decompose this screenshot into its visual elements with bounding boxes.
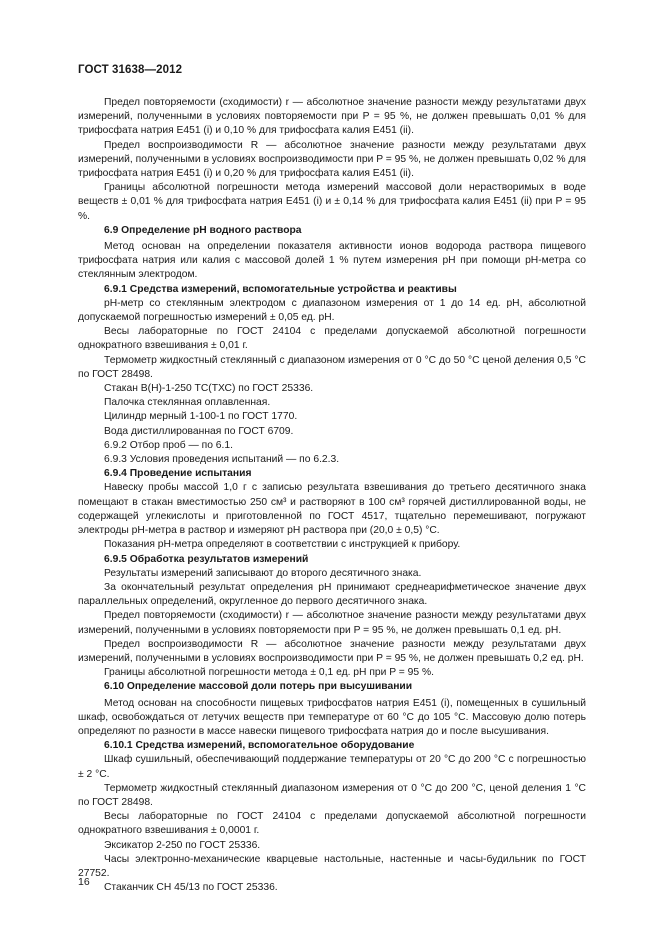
paragraph: Предел повторяемости (сходимости) r — абсолютное значение разности между результатами двух измерений, полученными в условиях повторяемости при P = 95 %, не должен превышать 0,1 ед. pH. — [78, 610, 586, 636]
paragraph: Границы абсолютной погрешности метода ± 0,1 ед. pH при P = 95 %. — [104, 667, 434, 679]
paragraph: Часы электронно-механические кварцевые настольные, настенные и часы-будильник по ГОСТ 27752. — [78, 853, 586, 879]
section-heading: 6.9 Определение pH водного раствора — [104, 224, 302, 236]
section-heading: 6.10 Определение массовой доли потерь при высушивании — [104, 681, 413, 693]
subsection-text: 6.9.3 Условия проведения испытаний — по 6.2.3. — [104, 454, 340, 466]
paragraph: pH-метр со стеклянным электродом с диапазоном измерения от 1 до 14 ед. pH, абсолютной допускаемой погрешностью измерений ± 0,05 ед. pH. — [78, 297, 586, 324]
paragraph: Термометр жидкостный стеклянный диапазоном измерения от 0 °C до 200 °C, ценой деления 1 °C по ГОСТ 28498. — [78, 782, 586, 808]
list-item: Стаканчик СН 45/13 по ГОСТ 25336. — [104, 882, 278, 894]
paragraph: Весы лабораторные по ГОСТ 24104 с пределами допускаемой абсолютной погрешности однократного взвешивания ± 0,0001 г. — [78, 811, 586, 837]
paragraph: За окончательный результат определения pH принимают среднеарифметическое значение двух параллельных определений, округленное до первого десятичного знака. — [78, 581, 586, 608]
list-item: Эксикатор 2-250 по ГОСТ 25336. — [104, 839, 261, 851]
paragraph: Границы абсолютной погрешности метода измерений массовой доли нерастворимых в воде веществ ± 0,01 % для трифосфата натрия Е451 (i) и ± 0,14 % для трифосфата калия Е451 (ii) при P = 95 %. — [78, 182, 586, 222]
subsection-text: 6.9.2 Отбор проб — по 6.1. — [104, 439, 233, 451]
section-heading: 6.9.4 Проведение испытания — [104, 468, 252, 480]
section-heading: 6.10.1 Средства измерений, вспомогательное оборудование — [104, 740, 415, 752]
list-item: Вода дистиллированная по ГОСТ 6709. — [104, 425, 294, 437]
list-item: Цилиндр мерный 1-100-1 по ГОСТ 1770. — [104, 411, 298, 423]
section-heading: 6.9.5 Обработка результатов измерений — [104, 553, 309, 565]
paragraph: Навеску пробы массой 1,0 г с записью результата взвешивания до третьего десятичного знака помещают в стакан вместимостью 250 см³ и растворяют в 100 см³ горячей дистиллированной воды, не содержащей углекислоты и приготовленной по ГОСТ 4517, тщательно перемешивают, погружают электроды pH-метра в раствор и измеряют pH раствора при (20,0 ± 0,5) °C. — [78, 482, 586, 537]
paragraph: Предел воспроизводимости R — абсолютное значение разности между результатами двух измерений, полученными в условиях воспроизводимости при P = 95 %, не должен превышать 0,02 % для трифосфата натрия Е451 (i) и 0,20 % для трифосфата калия Е451 (ii). — [78, 139, 586, 180]
paragraph: Весы лабораторные по ГОСТ 24104 с пределами допускаемой абсолютной погрешности однократного взвешивания ± 0,01 г. — [78, 326, 586, 352]
document-body — [78, 96, 586, 895]
list-item: Палочка стеклянная оплавленная. — [104, 397, 271, 409]
section-heading: 6.9.1 Средства измерений, вспомогательные устройства и реактивы — [104, 283, 457, 295]
paragraph: Показания pH-метра определяют в соответствии с инструкцией к прибору. — [104, 539, 461, 551]
paragraph: Результаты измерений записывают до второго десятичного знака. — [104, 567, 422, 579]
paragraph: Метод основан на определении показателя активности ионов водорода раствора пищевого трифосфата натрия или калия с массовой долей 1 % путем измерения pH при помощи pH-метра со стеклянным электродом. — [78, 241, 586, 281]
list-item: Стакан В(Н)-1-250 ТС(ТХС) по ГОСТ 25336. — [104, 383, 314, 395]
document-header: ГОСТ 31638—2012 — [78, 64, 183, 76]
paragraph: Термометр жидкостный стеклянный с диапазоном измерения от 0 °C до 50 °C ценой деления 0,5 °C по ГОСТ 28498. — [78, 354, 586, 380]
paragraph: Предел повторяемости (сходимости) r — абсолютное значение разности между результатами двух измерений, полученными в условиях повторяемости при P = 95 %, не должен превышать 0,01 % для трифосфата натрия Е451 (i) и 0,10 % для трифосфата калия Е451 (ii). — [78, 97, 586, 137]
paragraph: Шкаф сушильный, обеспечивающий поддержание температуры от 20 °C до 200 °C с погрешностью ± 2 °C. — [78, 754, 586, 780]
paragraph: Метод основан на способности пищевых трифосфатов натрия Е451 (i), помещенных в сушильный шкаф, освобождаться от летучих веществ при температуре от 60 °C до 105 °C. Массовую долю потерь определяют по разности в массе навески пищевого трифосфата натрия до и после высушивания. — [78, 697, 586, 737]
paragraph: Предел воспроизводимости R — абсолютное значение разности между результатами двух измерений, полученными в условиях воспроизводимости при P = 95 %, не должен превышать 0,2 ед. pH. — [78, 638, 586, 664]
page-number: 16 — [78, 876, 90, 888]
